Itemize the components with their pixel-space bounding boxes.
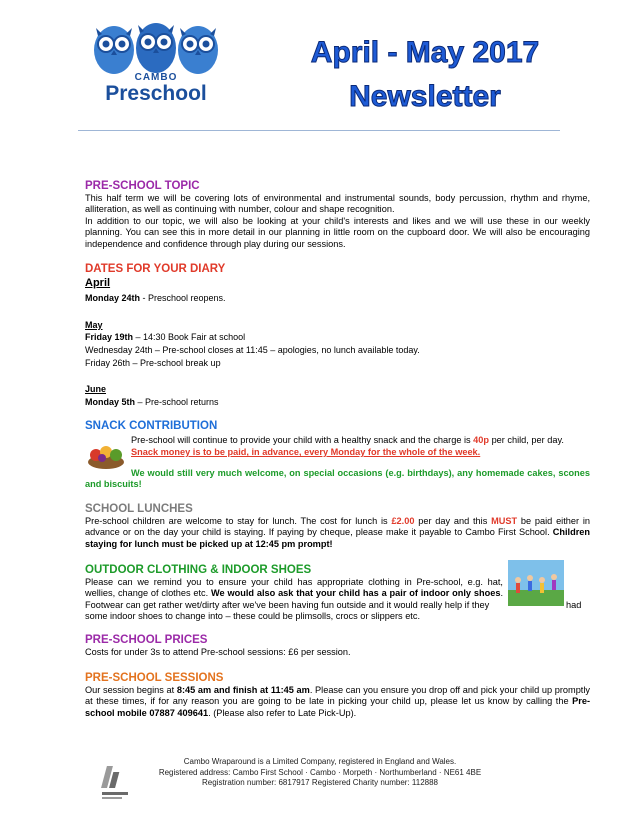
outdoor-text-1: Please can we remind you to ensure your child has appropriate clothing in Pre-school, e.g. hat, wellies, change of clothes etc. <box>85 577 503 599</box>
lunch-price: £2.00 <box>391 516 415 526</box>
lunch-text-1: Pre-school children are welcome to stay for lunch. The cost for lunch is <box>85 516 392 526</box>
diary-may-item-1 <box>85 332 245 343</box>
newsletter-title-date: April - May 2017 <box>310 36 540 69</box>
diary-month-april: April <box>85 277 111 289</box>
diary-may-item-2: Wednesday 24th – Pre-school closes at 11:45 – apologies, no lunch available today. <box>85 345 420 355</box>
diary-april-item <box>85 293 226 304</box>
sessions-heading: PRE-SCHOOL SESSIONS <box>85 672 224 684</box>
diary-heading: DATES FOR YOUR DIARY <box>85 263 226 275</box>
logo-text-preschool: Preschool <box>105 82 207 105</box>
diary-april-date: Monday 24th <box>85 293 141 303</box>
lunch-heading: SCHOOL LUNCHES <box>85 503 193 515</box>
diary-may-item-3: Friday 26th – Pre-school break up <box>85 358 221 368</box>
learning-alliance-logo <box>94 762 134 802</box>
header-divider <box>78 130 560 131</box>
snack-text-a: Pre-school will continue to provide your child with a healthy snack and the charge is <box>131 435 474 445</box>
snack-special-occasions: We would still very much welcome, on special occasions (e.g. birthdays), any homemade cakes, scones and biscuits! <box>85 468 590 490</box>
snack-payment-note: Snack money is to be paid, in advance, every Monday for the whole of the week. <box>131 447 481 457</box>
outdoor-text-2: . Footwear can get rather wet/dirty after we've been having fun outside and it would really help if they <box>85 588 503 610</box>
snack-text-b: per child, per day. <box>489 435 564 445</box>
sessions-text <box>85 685 590 719</box>
sessions-times: 8:45 am and finish at 11:45 am <box>176 685 310 695</box>
lunch-text-2: per day and this <box>414 516 492 526</box>
diary-month-may: May <box>85 320 103 330</box>
diary-june-text: – Pre-school returns <box>135 397 219 407</box>
diary-may-1-text: – 14:30 Book Fair at school <box>133 332 246 342</box>
newsletter-title: Newsletter <box>349 80 501 113</box>
topic-text-1: This half term we will be covering lots of environmental and instrumental sounds, body percussion, rhythm and rhyme, alliteration, as well as continuing with number, colour and shape recognition. <box>85 193 590 215</box>
prices-heading: PRE-SCHOOL PRICES <box>85 634 208 646</box>
topic-text-2: In addition to our topic, we will also be looking at your child's interests and likes and we will use these in our weekly planning. You can see this in more detail in our planning in little room on the cupboard door. We will also be encouraging independence and confidence through play during our sessions. <box>85 216 590 249</box>
diary-month-june: June <box>85 384 107 394</box>
diary-april-text: - Preschool reopens. <box>140 293 226 303</box>
diary-june-date: Monday 5th <box>85 397 136 407</box>
prices-text: Costs for under 3s to attend Pre-school sessions: £6 per session. <box>85 647 351 657</box>
snack-heading: SNACK CONTRIBUTION <box>85 420 218 432</box>
outdoor-text <box>85 577 503 611</box>
footer-line-1: Cambo Wraparound is a Limited Company, registered in England and Wales. <box>183 757 457 766</box>
sessions-text-3: . (Please also refer to Late Pick-Up). <box>208 707 357 718</box>
topic-heading: PRE-SCHOOL TOPIC <box>85 180 200 192</box>
outdoor-indoor-shoes: We would also ask that your child has a pair of indoor only shoes <box>211 588 501 599</box>
fruit-basket-icon <box>86 440 126 470</box>
lunch-pickup-note: Children staying for lunch must be picked up at 12:45 pm prompt! <box>85 527 590 549</box>
snack-line-1 <box>131 435 591 446</box>
footer-line-3: Registration number: 6817917 Registered Charity number: 112888 <box>202 778 438 787</box>
diary-june-item <box>85 397 219 408</box>
lunch-text-3: be paid either in advance or on the day your child is staying. If paying by cheque, please make it payable to Cambo First School. <box>85 516 590 538</box>
diary-may-1-date: Friday 19th <box>85 332 134 342</box>
footer <box>150 757 490 789</box>
footer-line-2: Registered address: Cambo First School · Cambo · Morpeth · Northumberland · NE61 4BE <box>158 767 482 777</box>
logo-text-cambo: CAMBO <box>134 72 178 83</box>
snack-price: 40p <box>473 435 490 445</box>
lunch-must: MUST <box>491 516 518 526</box>
sessions-text-1: Our session begins at <box>85 685 177 695</box>
outdoor-text-3: some indoor shoes to change into – these could be plimsolls, crocs or slippers etc. <box>85 611 421 621</box>
sessions-text-2: . Please can you ensure you drop off and pick your child up promptly at these times, if for any reason you are going to be late in picking your child up, please let us know by calling the <box>85 685 590 707</box>
lunch-text <box>85 516 590 550</box>
sessions-mobile: Pre-school mobile 07887 409641 <box>85 696 590 718</box>
outdoor-heading: OUTDOOR CLOTHING & INDOOR SHOES <box>85 564 312 576</box>
children-playing-image <box>508 560 564 606</box>
outdoor-had: had <box>566 600 582 610</box>
